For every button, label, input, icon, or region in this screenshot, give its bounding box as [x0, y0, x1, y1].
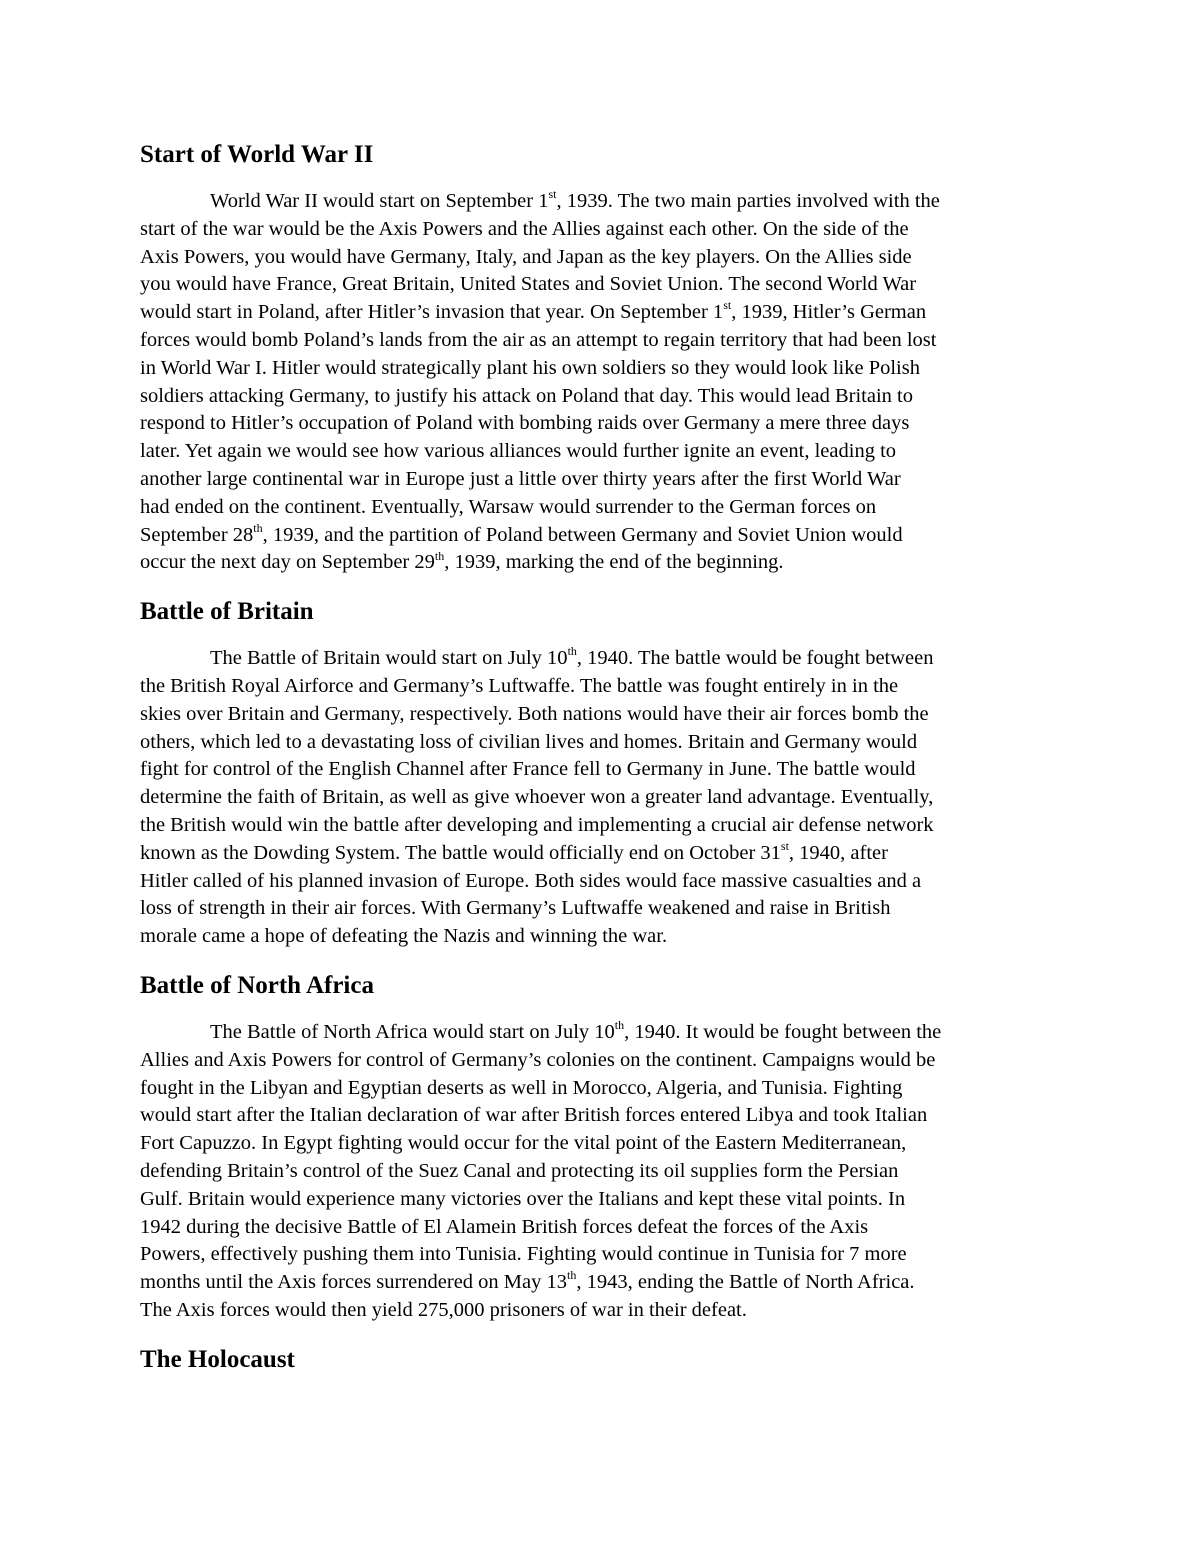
paragraph-battle-of-north-africa: [140, 1019, 1060, 1325]
text-run: 1942 during the decisive Battle of El Alamein British forces defeat the forces of the Axis: [140, 1215, 869, 1238]
text-run: known as the Dowding System. The battle would officially end on October 31: [140, 841, 781, 864]
text-run: in World War I. Hitler would strategically plant his own soldiers so they would look like Polish: [140, 356, 920, 379]
text-line: [140, 1075, 1060, 1103]
text-line: [140, 701, 1060, 729]
section-heading-the-holocaust: The Holocaust: [140, 1345, 295, 1373]
text-run: Hitler called of his planned invasion of Europe. Both sides would face massive casualties and a: [140, 869, 922, 892]
text-run: , 1939. The two main parties involved with the: [556, 190, 940, 212]
text-line: [140, 410, 1060, 438]
text-run: forces would bomb Poland’s lands from the air as an attempt to regain territory that had been lost: [140, 328, 937, 351]
text-line: [140, 812, 1060, 840]
ordinal-suffix: st: [548, 187, 557, 202]
text-run: occur the next day on September 29: [140, 551, 435, 574]
text-run: The Battle of North Africa would start on July 10: [210, 1020, 615, 1043]
text-run: had ended on the continent. Eventually, Warsaw would surrender to the German forces on: [140, 495, 877, 518]
text-run: The Battle of Britain would start on July 10: [210, 647, 568, 670]
text-run: Axis Powers, you would have Germany, Italy, and Japan as the key players. On the Allies side: [140, 245, 912, 268]
text-run: would start in Poland, after Hitler’s invasion that year. On September 1: [140, 301, 724, 324]
text-run: fought in the Libyan and Egyptian deserts as well in Morocco, Algeria, and Tunisia. Fighting: [140, 1076, 903, 1099]
text-run: another large continental war in Europe just a little over thirty years after the first World War: [140, 467, 901, 490]
text-line: [140, 494, 1060, 522]
text-run: would start after the Italian declaration of war after British forces entered Libya and took Italian: [140, 1104, 928, 1127]
text-run: , 1939, Hitler’s German: [731, 301, 927, 324]
text-line: [140, 1297, 1060, 1325]
text-line: [140, 784, 1060, 812]
document-page: [140, 140, 1060, 1393]
text-line: [140, 522, 1060, 550]
text-run: the British Royal Airforce and Germany’s Luftwaffe. The battle was fought entirely in in the: [140, 674, 899, 697]
text-line: [140, 1047, 1060, 1075]
text-run: September 28: [140, 523, 254, 546]
text-line: [140, 868, 1060, 896]
text-line: [140, 355, 1060, 383]
text-line: [140, 466, 1060, 494]
text-run: loss of strength in their air forces. With Germany’s Luftwaffe weakened and raise in British: [140, 897, 891, 920]
text-line: [140, 756, 1060, 784]
ordinal-suffix: th: [434, 548, 445, 563]
text-run: you would have France, Great Britain, United States and Soviet Union. The second World War: [140, 273, 917, 296]
text-line: [140, 327, 1060, 355]
text-run: months until the Axis forces surrendered on May 13: [140, 1271, 568, 1294]
section-heading-battle-of-britain: Battle of Britain: [140, 598, 314, 626]
text-line: [140, 895, 1060, 923]
text-run: later. Yet again we would see how various alliances would further ignite an event, leading to: [140, 440, 897, 463]
text-run: , 1939, marking the end of the beginning.: [444, 551, 784, 574]
ordinal-suffix: th: [253, 520, 263, 535]
text-run: skies over Britain and Germany, respectively. Both nations would have their air forces bomb the: [140, 702, 929, 725]
text-line: [140, 1102, 1060, 1130]
text-line: [140, 1158, 1060, 1186]
text-line: [140, 299, 1060, 327]
paragraph-battle-of-britain: [140, 645, 1060, 951]
text-line: [140, 244, 1060, 272]
text-run: morale came a hope of defeating the Nazis and winning the war.: [140, 925, 668, 948]
text-run: World War II would start on September 1: [210, 190, 549, 212]
text-line: [140, 271, 1060, 299]
text-line: [140, 1269, 1060, 1297]
text-line: [140, 1186, 1060, 1214]
text-run: , 1940. The battle would be fought between: [576, 647, 934, 670]
text-run: respond to Hitler’s occupation of Poland with bombing raids over Germany a mere three days: [140, 412, 910, 435]
text-run: , 1940. It would be fought between the: [624, 1020, 942, 1043]
text-run: , 1943, ending the Battle of North Africa.: [576, 1271, 915, 1294]
text-run: start of the war would be the Axis Powers and the Allies against each other. On the side of the: [140, 217, 909, 240]
ordinal-suffix: st: [780, 838, 789, 853]
ordinal-suffix: th: [567, 1268, 577, 1283]
text-line: [140, 216, 1060, 244]
text-run: The Axis forces would then yield 275,000 prisoners of war in their defeat.: [140, 1298, 747, 1321]
text-run: Powers, effectively pushing them into Tunisia. Fighting would continue in Tunisia for 7 more: [140, 1243, 907, 1266]
text-line: [140, 923, 1060, 951]
text-line: [140, 673, 1060, 701]
text-line: [140, 1241, 1060, 1269]
text-line: [140, 188, 1060, 216]
text-run: fight for control of the English Channel after France fell to Germany in June. The battle would: [140, 758, 916, 781]
text-line: [140, 1130, 1060, 1158]
text-run: soldiers attacking Germany, to justify his attack on Poland that day. This would lead Britain to: [140, 384, 913, 407]
text-line: [140, 1214, 1060, 1242]
text-run: Fort Capuzzo. In Egypt fighting would occur for the vital point of the Eastern Mediterranean,: [140, 1132, 907, 1155]
text-line: [140, 840, 1060, 868]
text-run: Gulf. Britain would experience many victories over the Italians and kept these vital points. In: [140, 1187, 906, 1210]
text-run: , 1940, after: [788, 841, 888, 864]
text-run: defending Britain’s control of the Suez Canal and protecting its oil supplies form the Persian: [140, 1159, 899, 1182]
text-run: the British would win the battle after developing and implementing a crucial air defense network: [140, 813, 934, 836]
text-line: [140, 729, 1060, 757]
section-heading-battle-of-north-africa: Battle of North Africa: [140, 971, 374, 999]
text-line: [140, 645, 1060, 673]
paragraph-start-of-ww2: [140, 188, 1060, 577]
text-run: determine the faith of Britain, as well as give whoever won a greater land advantage. Eventually,: [140, 786, 934, 809]
ordinal-suffix: th: [567, 644, 577, 659]
text-line: [140, 1019, 1060, 1047]
section-heading-start-of-ww2: Start of World War II: [140, 141, 374, 168]
text-line: [140, 438, 1060, 466]
text-run: others, which led to a devastating loss of civilian lives and homes. Britain and Germany would: [140, 730, 918, 753]
ordinal-suffix: st: [723, 298, 732, 313]
text-line: [140, 383, 1060, 411]
text-run: Allies and Axis Powers for control of Germany’s colonies on the continent. Campaigns would be: [140, 1048, 936, 1071]
text-line: [140, 549, 1060, 577]
text-run: , 1939, and the partition of Poland between Germany and Soviet Union would: [262, 523, 903, 546]
ordinal-suffix: th: [614, 1018, 625, 1033]
